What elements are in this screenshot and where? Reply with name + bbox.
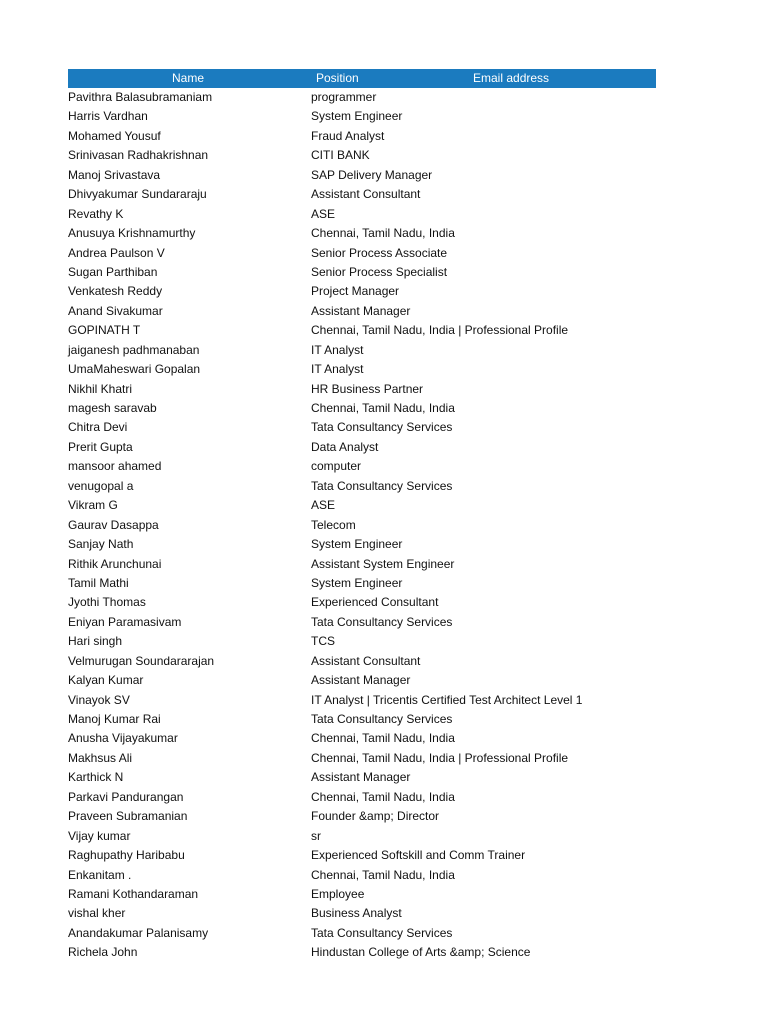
cell-name: UmaMaheswari Gopalan [68,362,201,377]
cell-name: Dhivyakumar Sundararaju [68,187,207,202]
cell-name: Venkatesh Reddy [68,284,163,299]
cell-position: computer [311,459,362,474]
cell-name: Manoj Kumar Rai [68,712,161,726]
cell-position: ASE [311,206,336,221]
table-row [68,866,656,885]
cell-name: Hari singh [68,634,123,649]
table-row [68,88,656,107]
table-row [68,807,656,826]
cell-name: Makhsus Ali [68,750,133,765]
cell-name: Jyothi Thomas [68,595,146,610]
cell-name: magesh saravab [68,401,157,415]
cell-position: Senior Process Specialist [311,264,448,279]
cell-position: Assistant Manager [311,770,411,785]
table-row [68,302,656,321]
cell-position: Chennai, Tamil Nadu, India | Professional Profile [311,323,569,338]
cell-position: Tata Consultancy Services [311,420,453,435]
cell-name: Sanjay Nath [68,537,134,552]
table-row [68,380,656,399]
table-row [68,127,656,146]
table-row [68,477,656,496]
cell-name: Chitra Devi [68,420,128,435]
cell-name: Mohamed Yousuf [68,128,161,143]
cell-name: Eniyan Paramasivam [68,614,182,629]
cell-name: Enkanitam . [68,867,132,882]
cell-position: SAP Delivery Manager [311,167,433,182]
cell-position: System Engineer [311,575,403,590]
cell-name: Sugan Parthiban [68,264,158,279]
cell-position: System Engineer [311,109,403,124]
table-row [68,613,656,632]
table-row [68,438,656,457]
cell-position: Assistant Consultant [311,187,421,202]
cell-position: Business Analyst [311,906,402,921]
table-row [68,652,656,671]
cell-position: Chennai, Tamil Nadu, India [311,789,455,804]
cell-position: Experienced Softskill and Comm Trainer [311,848,526,863]
cell-name: Vinayok SV [68,692,130,707]
cell-name: jaiganesh padhmanaban [68,342,200,357]
cell-position: Data Analyst [311,439,379,454]
cell-name: Prerit Gupta [68,439,133,454]
table-row [68,729,656,748]
cell-name: Vijay kumar [68,828,131,843]
cell-position: Senior Process Associate [311,245,448,260]
cell-position: Project Manager [311,284,400,299]
cell-position: Telecom [311,517,356,532]
table-row [68,107,656,126]
cell-position: Employee [311,886,365,901]
cell-position: Assistant System Engineer [311,556,455,571]
cell-position: Tata Consultancy Services [311,712,453,726]
cell-name: Kalyan Kumar [68,673,144,688]
cell-name: Nikhil Khatri [68,381,133,396]
column-header-name: Name [172,71,205,85]
table-row [68,457,656,476]
cell-position: IT Analyst [311,342,364,357]
table-row [68,205,656,224]
cell-position: Chennai, Tamil Nadu, India | Professional Profile [311,750,569,765]
table-row [68,166,656,185]
table-row [68,146,656,165]
table-row [68,263,656,282]
column-header-position: Position [316,71,359,85]
cell-position: Tata Consultancy Services [311,478,453,493]
table-row [68,749,656,768]
cell-name: Anand Sivakumar [68,303,163,318]
cell-position: Tata Consultancy Services [311,614,453,629]
cell-name: Richela John [68,945,138,960]
cell-position: sr [311,828,321,843]
cell-position: Assistant Manager [311,303,411,318]
table-row [68,282,656,301]
table-row [68,418,656,437]
table-body [68,88,656,963]
cell-name: GOPINATH T [68,323,141,338]
cell-position: Chennai, Tamil Nadu, India [311,226,455,241]
cell-position: IT Analyst [311,362,364,377]
cell-name: Praveen Subramanian [68,809,188,824]
table-row [68,321,656,340]
cell-name: Raghupathy Haribabu [68,848,185,863]
cell-name: Tamil Mathi [68,575,129,590]
cell-position: Fraud Analyst [311,128,385,143]
table-row [68,341,656,360]
cell-position: Founder &amp; Director [311,809,440,824]
cell-position: Chennai, Tamil Nadu, India [311,401,455,415]
cell-name: Pavithra Balasubramaniam [68,90,213,104]
cell-name: vishal kher [68,906,126,921]
cell-position: Experienced Consultant [311,595,439,610]
table-row [68,768,656,787]
table-row [68,943,656,962]
cell-position: Assistant Consultant [311,653,421,668]
table-row [68,691,656,710]
table-row [68,516,656,535]
column-header-email: Email address [473,71,550,85]
table-row [68,360,656,379]
cell-name: Manoj Srivastava [68,167,161,182]
cell-position: Tata Consultancy Services [311,925,453,940]
cell-name: Karthick N [68,770,124,785]
cell-name: Anusha Vijayakumar [68,731,178,746]
cell-name: Ramani Kothandaraman [68,886,199,901]
table-row [68,574,656,593]
cell-name: Anusuya Krishnamurthy [68,226,196,241]
table-row [68,224,656,243]
cell-name: Anandakumar Palanisamy [68,925,209,940]
cell-position: Hindustan College of Arts &amp; Science [311,945,531,960]
cell-position: ASE [311,498,336,513]
table-row [68,710,656,729]
cell-position: Chennai, Tamil Nadu, India [311,867,455,882]
table-row [68,885,656,904]
cell-name: Velmurugan Soundararajan [68,653,215,668]
cell-name: Rithik Arunchunai [68,556,162,571]
table-row [68,535,656,554]
cell-position: CITI BANK [311,148,370,163]
table-row [68,846,656,865]
table-row [68,399,656,418]
cell-name: Parkavi Pandurangan [68,789,184,804]
cell-position: IT Analyst | Tricentis Certified Test Architect Level 1 [311,692,583,707]
table-row [68,496,656,515]
cell-name: Revathy K [68,206,124,221]
table-row [68,671,656,690]
cell-position: Assistant Manager [311,673,411,688]
table-row [68,904,656,923]
table-row [68,185,656,204]
table-row [68,555,656,574]
table-row [68,593,656,612]
cell-name: Srinivasan Radhakrishnan [68,148,209,163]
table-row [68,924,656,943]
cell-name: Andrea Paulson V [68,245,165,260]
contact-table [68,69,656,963]
table-header-row [68,69,656,88]
table-row [68,827,656,846]
cell-name: Vikram G [68,498,118,513]
cell-name: Harris Vardhan [68,109,148,124]
cell-position: programmer [311,90,377,104]
cell-name: Gaurav Dasappa [68,517,159,532]
table-row [68,632,656,651]
cell-position: System Engineer [311,537,403,552]
table-row [68,244,656,263]
cell-position: Chennai, Tamil Nadu, India [311,731,455,746]
table-row [68,788,656,807]
cell-name: venugopal a [68,478,134,493]
cell-position: TCS [311,634,335,649]
cell-position: HR Business Partner [311,381,424,396]
cell-name: mansoor ahamed [68,459,162,474]
